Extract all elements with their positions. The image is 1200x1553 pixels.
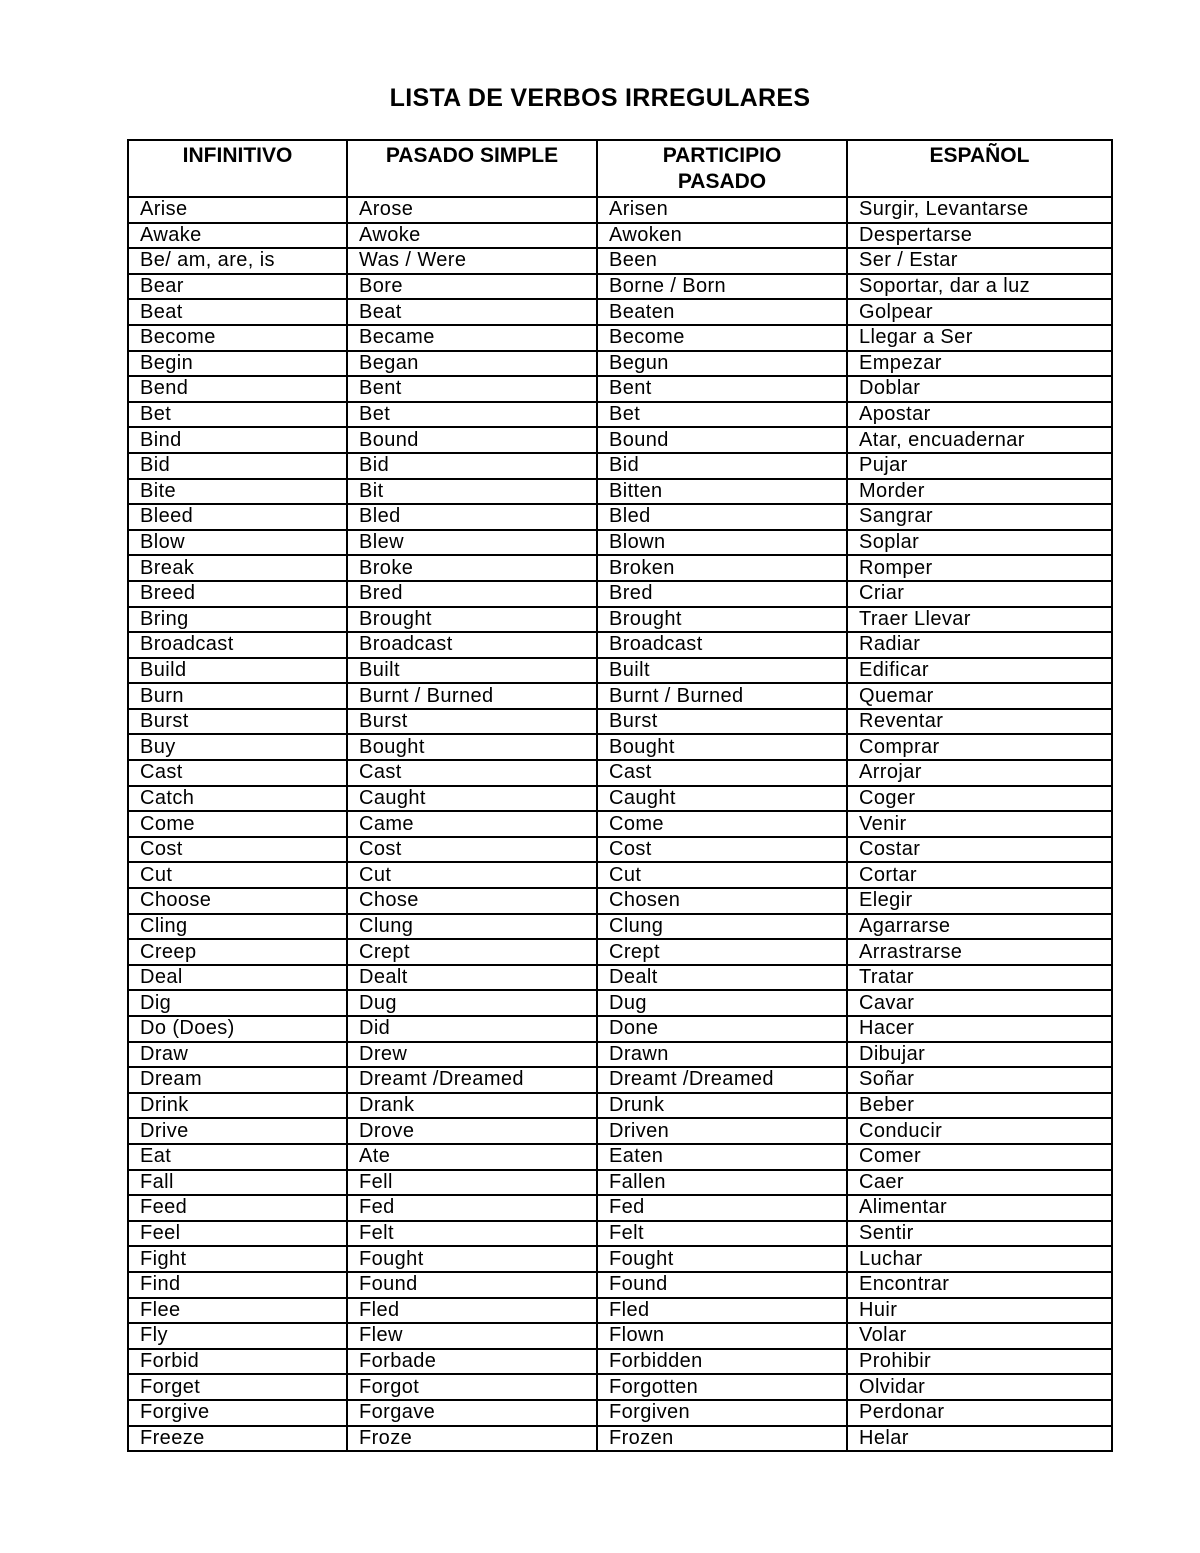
infinitive-cell: Cut <box>128 862 347 888</box>
spanish-cell: Pujar <box>847 453 1112 479</box>
past-simple-cell: Burnt / Burned <box>347 683 597 709</box>
past-participle-cell: Forbidden <box>597 1349 847 1375</box>
table-row <box>128 1144 1112 1170</box>
past-participle-cell: Blown <box>597 530 847 556</box>
table-row <box>128 683 1112 709</box>
spanish-cell: Conducir <box>847 1118 1112 1144</box>
table-row <box>128 734 1112 760</box>
infinitive-cell: Find <box>128 1272 347 1298</box>
past-participle-cell: Bled <box>597 504 847 530</box>
table-header-row <box>128 140 1112 197</box>
table-row <box>128 939 1112 965</box>
past-participle-cell: Caught <box>597 786 847 812</box>
spanish-cell: Soportar, dar a luz <box>847 274 1112 300</box>
spanish-cell: Criar <box>847 581 1112 607</box>
spanish-cell: Despertarse <box>847 223 1112 249</box>
past-simple-cell: Forgave <box>347 1400 597 1426</box>
past-simple-cell: Dealt <box>347 965 597 991</box>
table-row <box>128 555 1112 581</box>
header-infinitivo: INFINITIVO <box>128 140 347 197</box>
past-participle-cell: Dug <box>597 990 847 1016</box>
past-participle-cell: Crept <box>597 939 847 965</box>
table-row <box>128 299 1112 325</box>
infinitive-cell: Bind <box>128 427 347 453</box>
past-participle-cell: Come <box>597 811 847 837</box>
table-row <box>128 1042 1112 1068</box>
past-simple-cell: Bound <box>347 427 597 453</box>
spanish-cell: Arrojar <box>847 760 1112 786</box>
past-participle-cell: Drunk <box>597 1093 847 1119</box>
spanish-cell: Perdonar <box>847 1400 1112 1426</box>
table-row <box>128 351 1112 377</box>
past-participle-cell: Broken <box>597 555 847 581</box>
past-participle-cell: Beaten <box>597 299 847 325</box>
past-participle-cell: Fed <box>597 1195 847 1221</box>
infinitive-cell: Feed <box>128 1195 347 1221</box>
infinitive-cell: Cost <box>128 837 347 863</box>
spanish-cell: Atar, encuadernar <box>847 427 1112 453</box>
infinitive-cell: Burn <box>128 683 347 709</box>
past-participle-cell: Bred <box>597 581 847 607</box>
past-simple-cell: Brought <box>347 607 597 633</box>
table-body <box>128 197 1112 1451</box>
infinitive-cell: Burst <box>128 709 347 735</box>
past-simple-cell: Found <box>347 1272 597 1298</box>
past-participle-cell: Cut <box>597 862 847 888</box>
spanish-cell: Volar <box>847 1323 1112 1349</box>
past-participle-cell: Burnt / Burned <box>597 683 847 709</box>
table-row <box>128 1272 1112 1298</box>
past-simple-cell: Clung <box>347 914 597 940</box>
page-title: LISTA DE VERBOS IRREGULARES <box>389 84 811 112</box>
table-row <box>128 479 1112 505</box>
past-participle-cell: Borne / Born <box>597 274 847 300</box>
past-simple-cell: Bit <box>347 479 597 505</box>
table-row <box>128 709 1112 735</box>
infinitive-cell: Break <box>128 555 347 581</box>
past-simple-cell: Was / Were <box>347 248 597 274</box>
spanish-cell: Doblar <box>847 376 1112 402</box>
table-row <box>128 990 1112 1016</box>
past-simple-cell: Drew <box>347 1042 597 1068</box>
past-simple-cell: Cast <box>347 760 597 786</box>
past-simple-cell: Bought <box>347 734 597 760</box>
past-simple-cell: Caught <box>347 786 597 812</box>
past-simple-cell: Beat <box>347 299 597 325</box>
infinitive-cell: Cast <box>128 760 347 786</box>
past-participle-cell: Forgiven <box>597 1400 847 1426</box>
table-row <box>128 325 1112 351</box>
spanish-cell: Prohibir <box>847 1349 1112 1375</box>
past-participle-cell: Drawn <box>597 1042 847 1068</box>
infinitive-cell: Bid <box>128 453 347 479</box>
past-simple-cell: Came <box>347 811 597 837</box>
past-simple-cell: Bet <box>347 402 597 428</box>
infinitive-cell: Begin <box>128 351 347 377</box>
past-participle-cell: Chosen <box>597 888 847 914</box>
spanish-cell: Sangrar <box>847 504 1112 530</box>
past-participle-cell: Begun <box>597 351 847 377</box>
table-row <box>128 1323 1112 1349</box>
spanish-cell: Comprar <box>847 734 1112 760</box>
spanish-cell: Huir <box>847 1298 1112 1324</box>
infinitive-cell: Dream <box>128 1067 347 1093</box>
infinitive-cell: Drive <box>128 1118 347 1144</box>
spanish-cell: Morder <box>847 479 1112 505</box>
infinitive-cell: Bear <box>128 274 347 300</box>
past-simple-cell: Froze <box>347 1426 597 1452</box>
spanish-cell: Traer Llevar <box>847 607 1112 633</box>
past-participle-cell: Fought <box>597 1246 847 1272</box>
past-participle-cell: Built <box>597 658 847 684</box>
header-pasado-simple: PASADO SIMPLE <box>347 140 597 197</box>
spanish-cell: Agarrarse <box>847 914 1112 940</box>
past-simple-cell: Broadcast <box>347 632 597 658</box>
infinitive-cell: Dig <box>128 990 347 1016</box>
spanish-cell: Luchar <box>847 1246 1112 1272</box>
spanish-cell: Reventar <box>847 709 1112 735</box>
past-simple-cell: Dreamt /Dreamed <box>347 1067 597 1093</box>
past-simple-cell: Bore <box>347 274 597 300</box>
spanish-cell: Arrastrarse <box>847 939 1112 965</box>
past-participle-cell: Bound <box>597 427 847 453</box>
spanish-cell: Surgir, Levantarse <box>847 197 1112 223</box>
infinitive-cell: Become <box>128 325 347 351</box>
spanish-cell: Apostar <box>847 402 1112 428</box>
past-participle-cell: Forgotten <box>597 1374 847 1400</box>
past-simple-cell: Awoke <box>347 223 597 249</box>
past-participle-cell: Bet <box>597 402 847 428</box>
past-participle-cell: Bid <box>597 453 847 479</box>
table-row <box>128 1246 1112 1272</box>
spanish-cell: Golpear <box>847 299 1112 325</box>
infinitive-cell: Come <box>128 811 347 837</box>
infinitive-cell: Fly <box>128 1323 347 1349</box>
table-row <box>128 1349 1112 1375</box>
infinitive-cell: Build <box>128 658 347 684</box>
infinitive-cell: Draw <box>128 1042 347 1068</box>
past-participle-cell: Awoken <box>597 223 847 249</box>
spanish-cell: Cortar <box>847 862 1112 888</box>
past-simple-cell: Built <box>347 658 597 684</box>
past-simple-cell: Bled <box>347 504 597 530</box>
past-participle-cell: Cost <box>597 837 847 863</box>
past-participle-cell: Brought <box>597 607 847 633</box>
table-row <box>128 530 1112 556</box>
spanish-cell: Helar <box>847 1426 1112 1452</box>
infinitive-cell: Freeze <box>128 1426 347 1452</box>
table-row <box>128 1067 1112 1093</box>
table-row <box>128 427 1112 453</box>
table-row <box>128 914 1112 940</box>
infinitive-cell: Drink <box>128 1093 347 1119</box>
past-simple-cell: Arose <box>347 197 597 223</box>
infinitive-cell: Bet <box>128 402 347 428</box>
table-row <box>128 376 1112 402</box>
past-participle-cell: Eaten <box>597 1144 847 1170</box>
table-row <box>128 658 1112 684</box>
past-participle-cell: Done <box>597 1016 847 1042</box>
past-simple-cell: Dug <box>347 990 597 1016</box>
infinitive-cell: Broadcast <box>128 632 347 658</box>
spanish-cell: Caer <box>847 1170 1112 1196</box>
spanish-cell: Radiar <box>847 632 1112 658</box>
past-participle-cell: Burst <box>597 709 847 735</box>
past-simple-cell: Broke <box>347 555 597 581</box>
infinitive-cell: Flee <box>128 1298 347 1324</box>
spanish-cell: Sentir <box>847 1221 1112 1247</box>
spanish-cell: Alimentar <box>847 1195 1112 1221</box>
past-simple-cell: Ate <box>347 1144 597 1170</box>
spanish-cell: Tratar <box>847 965 1112 991</box>
table-row <box>128 248 1112 274</box>
infinitive-cell: Creep <box>128 939 347 965</box>
table-row <box>128 1195 1112 1221</box>
past-simple-cell: Fed <box>347 1195 597 1221</box>
past-participle-cell: Dealt <box>597 965 847 991</box>
table-row <box>128 607 1112 633</box>
infinitive-cell: Be/ am, are, is <box>128 248 347 274</box>
table-row <box>128 402 1112 428</box>
infinitive-cell: Buy <box>128 734 347 760</box>
past-simple-cell: Chose <box>347 888 597 914</box>
table-row <box>128 786 1112 812</box>
spanish-cell: Olvidar <box>847 1374 1112 1400</box>
table-row <box>128 760 1112 786</box>
table-row <box>128 504 1112 530</box>
past-simple-cell: Felt <box>347 1221 597 1247</box>
table-row <box>128 811 1112 837</box>
infinitive-cell: Eat <box>128 1144 347 1170</box>
infinitive-cell: Beat <box>128 299 347 325</box>
infinitive-cell: Arise <box>128 197 347 223</box>
past-participle-cell: Flown <box>597 1323 847 1349</box>
table-row <box>128 1118 1112 1144</box>
infinitive-cell: Bring <box>128 607 347 633</box>
table-row <box>128 197 1112 223</box>
infinitive-cell: Fall <box>128 1170 347 1196</box>
spanish-cell: Hacer <box>847 1016 1112 1042</box>
spanish-cell: Quemar <box>847 683 1112 709</box>
table-row <box>128 581 1112 607</box>
past-simple-cell: Fled <box>347 1298 597 1324</box>
infinitive-cell: Fight <box>128 1246 347 1272</box>
table-row <box>128 453 1112 479</box>
past-simple-cell: Cost <box>347 837 597 863</box>
past-simple-cell: Began <box>347 351 597 377</box>
infinitive-cell: Choose <box>128 888 347 914</box>
infinitive-cell: Bite <box>128 479 347 505</box>
spanish-cell: Soñar <box>847 1067 1112 1093</box>
infinitive-cell: Breed <box>128 581 347 607</box>
spanish-cell: Costar <box>847 837 1112 863</box>
past-simple-cell: Fought <box>347 1246 597 1272</box>
past-participle-cell: Driven <box>597 1118 847 1144</box>
table-row <box>128 862 1112 888</box>
table-row <box>128 1093 1112 1119</box>
past-participle-cell: Frozen <box>597 1426 847 1452</box>
table-row <box>128 888 1112 914</box>
infinitive-cell: Do (Does) <box>128 1016 347 1042</box>
past-participle-cell: Become <box>597 325 847 351</box>
spanish-cell: Romper <box>847 555 1112 581</box>
past-participle-cell: Bought <box>597 734 847 760</box>
past-participle-cell: Been <box>597 248 847 274</box>
past-simple-cell: Bent <box>347 376 597 402</box>
spanish-cell: Edificar <box>847 658 1112 684</box>
past-simple-cell: Cut <box>347 862 597 888</box>
infinitive-cell: Deal <box>128 965 347 991</box>
past-participle-cell: Found <box>597 1272 847 1298</box>
infinitive-cell: Awake <box>128 223 347 249</box>
spanish-cell: Empezar <box>847 351 1112 377</box>
past-simple-cell: Became <box>347 325 597 351</box>
past-participle-cell: Dreamt /Dreamed <box>597 1067 847 1093</box>
past-simple-cell: Blew <box>347 530 597 556</box>
spanish-cell: Encontrar <box>847 1272 1112 1298</box>
past-participle-cell: Bent <box>597 376 847 402</box>
past-participle-cell: Cast <box>597 760 847 786</box>
infinitive-cell: Bend <box>128 376 347 402</box>
infinitive-cell: Feel <box>128 1221 347 1247</box>
spanish-cell: Beber <box>847 1093 1112 1119</box>
past-simple-cell: Forgot <box>347 1374 597 1400</box>
past-participle-cell: Fled <box>597 1298 847 1324</box>
infinitive-cell: Forget <box>128 1374 347 1400</box>
infinitive-cell: Catch <box>128 786 347 812</box>
spanish-cell: Venir <box>847 811 1112 837</box>
past-simple-cell: Burst <box>347 709 597 735</box>
past-participle-cell: Fallen <box>597 1170 847 1196</box>
past-simple-cell: Forbade <box>347 1349 597 1375</box>
table-row <box>128 223 1112 249</box>
past-participle-cell: Arisen <box>597 197 847 223</box>
table-row <box>128 1374 1112 1400</box>
table-row <box>128 632 1112 658</box>
table-row <box>128 1426 1112 1452</box>
past-participle-cell: Bitten <box>597 479 847 505</box>
spanish-cell: Coger <box>847 786 1112 812</box>
infinitive-cell: Blow <box>128 530 347 556</box>
past-simple-cell: Crept <box>347 939 597 965</box>
spanish-cell: Elegir <box>847 888 1112 914</box>
table-row <box>128 1298 1112 1324</box>
spanish-cell: Ser / Estar <box>847 248 1112 274</box>
table-row <box>128 1170 1112 1196</box>
past-participle-cell: Felt <box>597 1221 847 1247</box>
infinitive-cell: Forbid <box>128 1349 347 1375</box>
table-row <box>128 274 1112 300</box>
table-row <box>128 1016 1112 1042</box>
infinitive-cell: Forgive <box>128 1400 347 1426</box>
header-participio-pasado: PARTICIPIO PASADO <box>597 140 847 197</box>
spanish-cell: Comer <box>847 1144 1112 1170</box>
spanish-cell: Dibujar <box>847 1042 1112 1068</box>
past-simple-cell: Drank <box>347 1093 597 1119</box>
spanish-cell: Soplar <box>847 530 1112 556</box>
infinitive-cell: Bleed <box>128 504 347 530</box>
table-row <box>128 1221 1112 1247</box>
irregular-verbs-table <box>127 139 1113 1452</box>
past-simple-cell: Did <box>347 1016 597 1042</box>
past-simple-cell: Fell <box>347 1170 597 1196</box>
past-participle-cell: Broadcast <box>597 632 847 658</box>
header-espanol: ESPAÑOL <box>847 140 1112 197</box>
past-simple-cell: Bid <box>347 453 597 479</box>
table-row <box>128 1400 1112 1426</box>
past-simple-cell: Drove <box>347 1118 597 1144</box>
table-row <box>128 965 1112 991</box>
spanish-cell: Llegar a Ser <box>847 325 1112 351</box>
past-simple-cell: Bred <box>347 581 597 607</box>
spanish-cell: Cavar <box>847 990 1112 1016</box>
table-row <box>128 837 1112 863</box>
past-participle-cell: Clung <box>597 914 847 940</box>
past-simple-cell: Flew <box>347 1323 597 1349</box>
infinitive-cell: Cling <box>128 914 347 940</box>
